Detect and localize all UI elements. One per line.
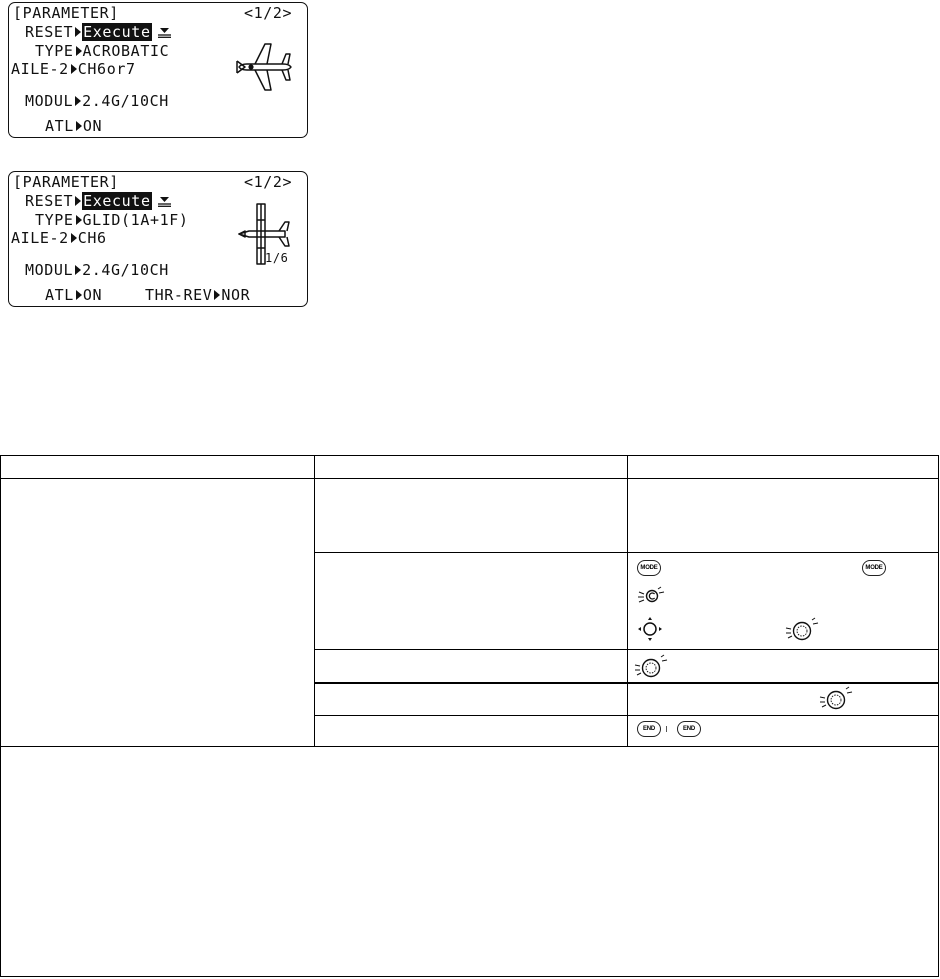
- modul-row[interactable]: [25, 262, 169, 278]
- arrow-icon: [75, 27, 81, 37]
- thr-rev-row[interactable]: [145, 287, 250, 303]
- lcd-screen-acrobatic: [8, 2, 308, 138]
- lcd-header: [13, 174, 119, 190]
- aile2-label: AILE-2: [11, 229, 69, 247]
- reset-execute-button[interactable]: Execute: [83, 23, 151, 41]
- select-arrow-icon: [157, 194, 172, 205]
- procedure-table: [0, 455, 939, 977]
- aile2-row[interactable]: [11, 61, 136, 77]
- row-divider: [314, 715, 938, 716]
- aile2-label: AILE-2: [11, 60, 69, 78]
- reset-label: RESET: [25, 23, 74, 41]
- aile2-row[interactable]: [11, 230, 107, 246]
- atl-row[interactable]: [45, 287, 102, 303]
- home-exit-button-icon: [637, 586, 665, 606]
- end-button-icon: END: [637, 721, 661, 737]
- arrow-icon: [75, 196, 81, 206]
- lcd-header: [13, 5, 119, 21]
- reset-label: RESET: [25, 192, 74, 210]
- arrow-icon: [76, 215, 82, 225]
- type-label: TYPE: [35, 42, 74, 60]
- dial-icon: [633, 654, 669, 680]
- modul-value: 2.4G/10CH: [82, 92, 169, 110]
- mode-button-icon: MODE: [637, 560, 661, 576]
- glider-icon-caption: 1/6: [265, 251, 289, 265]
- arrow-icon: [71, 233, 77, 243]
- section-divider: [1, 746, 938, 747]
- end-button-icon: END: [677, 721, 701, 737]
- type-value: GLID(1A+1F): [82, 211, 189, 229]
- atl-label: ATL: [45, 117, 74, 135]
- type-label: TYPE: [35, 211, 74, 229]
- page-indicator: <1/2>: [244, 173, 293, 191]
- atl-row[interactable]: [45, 118, 102, 134]
- page-indicator: <1/2>: [244, 4, 293, 22]
- type-row[interactable]: [35, 212, 188, 228]
- select-arrow-icon: [157, 25, 172, 36]
- arrow-icon: [75, 265, 81, 275]
- column-divider: [314, 456, 315, 746]
- arrow-icon: [71, 64, 77, 74]
- lcd-screen-glider: [8, 171, 308, 307]
- reset-row: [25, 24, 172, 40]
- thr-rev-value: NOR: [221, 286, 251, 304]
- aile2-value: CH6or7: [77, 60, 136, 78]
- arrow-icon: [76, 121, 82, 131]
- modul-row[interactable]: [25, 93, 169, 109]
- modul-label: MODUL: [25, 92, 74, 110]
- reset-execute-button[interactable]: Execute: [83, 192, 151, 210]
- arrow-icon: [76, 46, 82, 56]
- dial-icon: [784, 617, 820, 643]
- aile2-value: CH6: [77, 229, 107, 247]
- reset-row: [25, 193, 172, 209]
- screen-title: [PARAMETER]: [13, 173, 119, 191]
- separator-dash: [666, 726, 667, 732]
- type-row[interactable]: [35, 43, 169, 59]
- table-header-divider: [1, 478, 938, 479]
- type-value: ACROBATIC: [82, 42, 170, 60]
- modul-value: 2.4G/10CH: [82, 261, 169, 279]
- arrow-icon: [76, 290, 82, 300]
- row-divider: [314, 682, 938, 684]
- row-divider: [314, 552, 938, 553]
- thr-rev-label: THR-REV: [145, 286, 213, 304]
- row-divider: [314, 649, 938, 650]
- modul-label: MODUL: [25, 261, 74, 279]
- atl-label: ATL: [45, 286, 74, 304]
- arrow-icon: [75, 96, 81, 106]
- arrow-icon: [214, 290, 220, 300]
- atl-value: ON: [82, 286, 103, 304]
- directional-pad-icon: [637, 616, 663, 642]
- dial-icon: [818, 686, 854, 712]
- column-divider: [627, 456, 628, 746]
- screen-title: [PARAMETER]: [13, 4, 119, 22]
- mode-button-icon: MODE: [862, 560, 886, 576]
- plane-icon: [235, 41, 293, 93]
- atl-value: ON: [82, 117, 103, 135]
